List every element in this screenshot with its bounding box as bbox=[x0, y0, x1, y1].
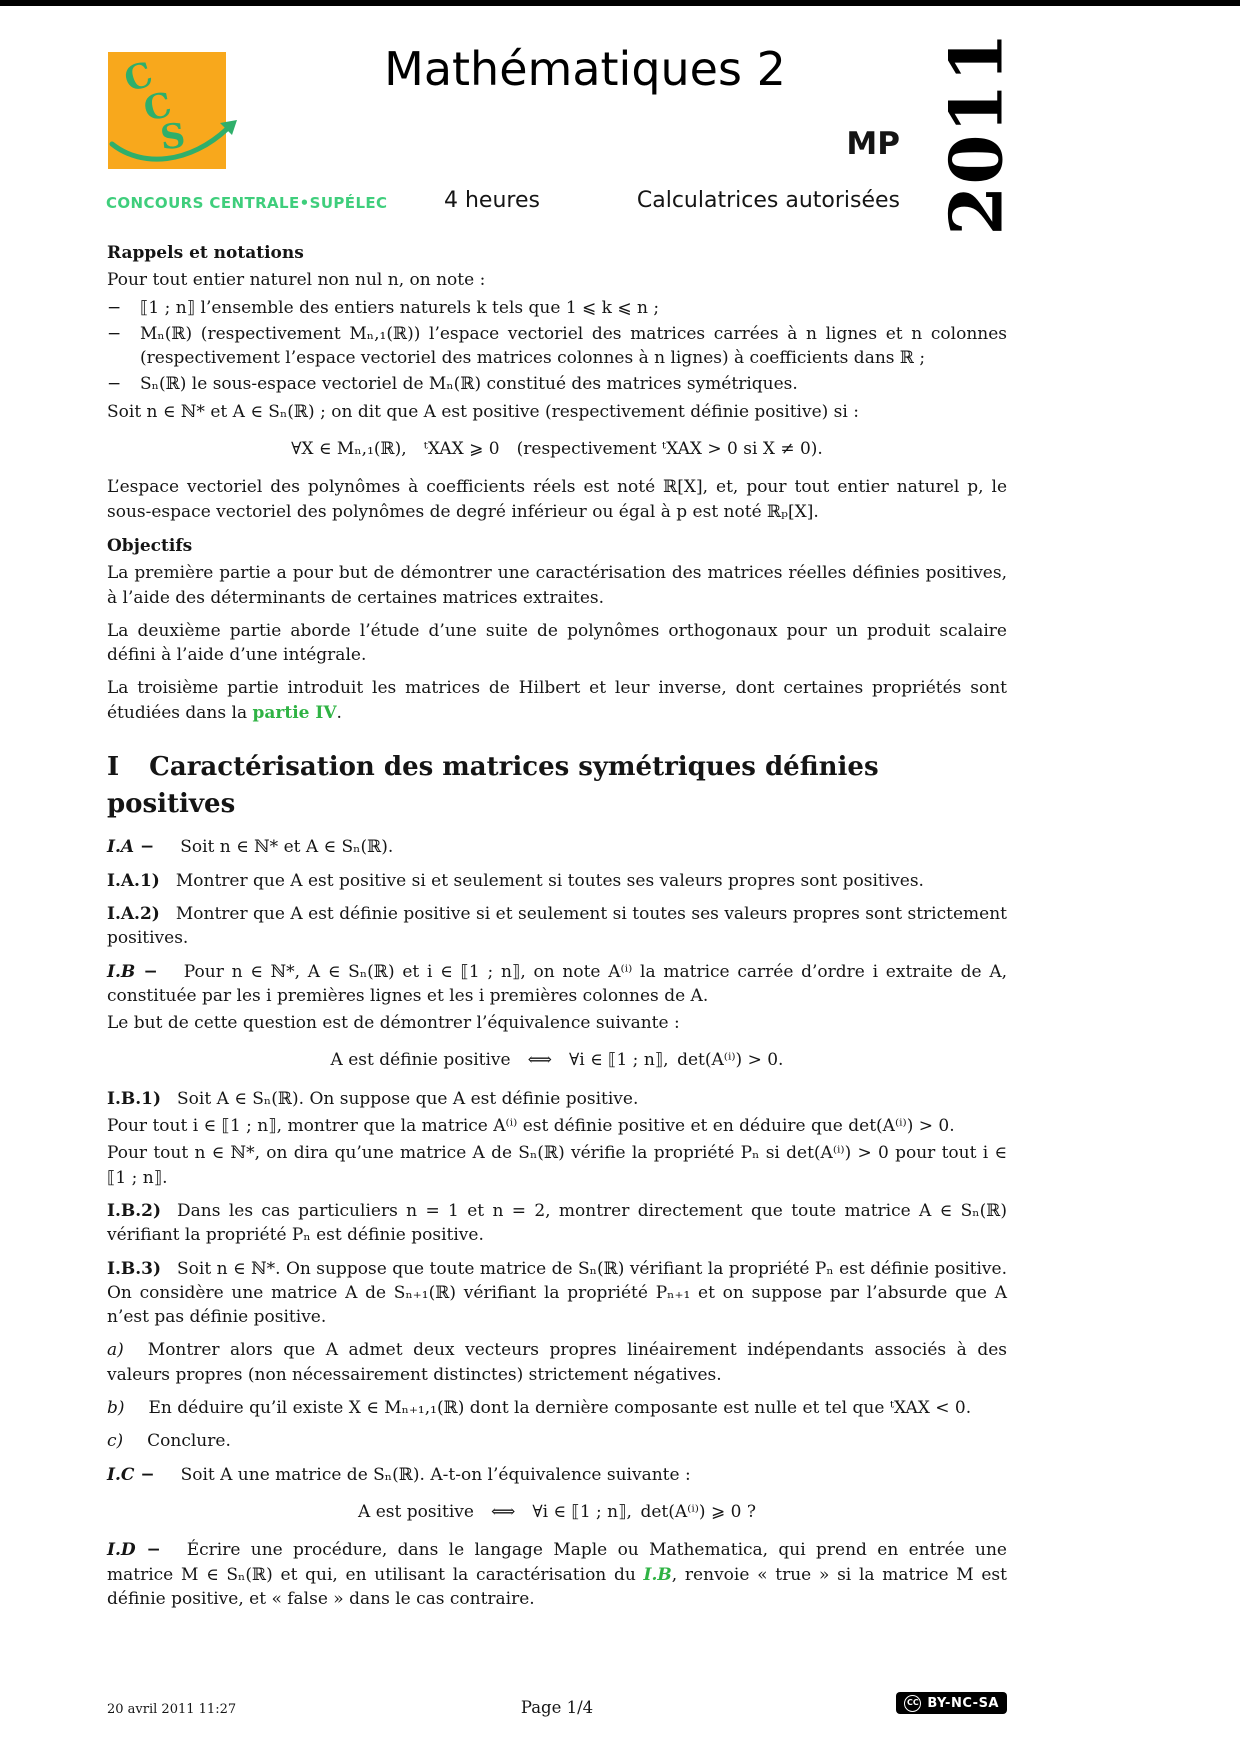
question-text: Soit A ∈ Sₙ(ℝ). On suppose que A est définie positive. bbox=[177, 1088, 639, 1109]
question-label: I.A.1) bbox=[107, 870, 160, 891]
question-label: I.B.2) bbox=[107, 1200, 162, 1221]
question-text: Montrer que A est définie positive si et seulement si toutes ses valeurs propres sont strictement positives. bbox=[107, 903, 1007, 949]
question-text: Dans les cas particuliers n = 1 et n = 2, montrer directement que toute matrice A ∈ Sₙ(ℝ) vérifiant la propriété Pₙ est définie positive. bbox=[107, 1200, 1007, 1246]
part1-title: Caractérisation des matrices symétriques définies positives bbox=[107, 752, 879, 820]
question-label: I.B.1) bbox=[107, 1088, 162, 1109]
dash-marker: − bbox=[107, 374, 122, 395]
question-text: Conclure. bbox=[147, 1431, 231, 1452]
ccs-logo-graphic bbox=[108, 52, 244, 178]
question-IA2 bbox=[107, 902, 1007, 951]
part1-heading bbox=[107, 749, 1007, 823]
rappels-intro: Pour tout entier naturel non nul n, on note : bbox=[107, 270, 486, 291]
logo-letter-s: S bbox=[158, 115, 188, 159]
question-label: I.A.2) bbox=[107, 903, 160, 924]
question-IC bbox=[107, 1463, 1007, 1487]
partie-iv-link[interactable]: partie IV bbox=[252, 702, 337, 723]
duration-label: 4 heures bbox=[444, 188, 540, 213]
question-IB3b bbox=[107, 1396, 1007, 1420]
calculators-label: Calculatrices autorisées bbox=[636, 188, 900, 213]
question-IB3c bbox=[107, 1429, 1007, 1453]
equivalence-intro: Le but de cette question est de démontrer l’équivalence suivante : bbox=[107, 1013, 680, 1034]
notation-item bbox=[107, 296, 1007, 320]
question-text: Écrire une procédure, dans le langage Maple ou Mathematica, qui prend en entrée une matrice M ∈ Sₙ(ℝ) et qui, en utilisant la caractérisation du bbox=[107, 1540, 1007, 1585]
question-text: Montrer alors que A admet deux vecteurs propres linéairement indépendants associés à des valeurs propres (non nécessairement distinctes) strictement négatives. bbox=[107, 1340, 1007, 1385]
question-label: I.B.3) bbox=[107, 1258, 162, 1279]
question-label: a) bbox=[107, 1340, 124, 1361]
exam-title: Mathématiques 2 bbox=[384, 42, 786, 96]
question-IB3 bbox=[107, 1257, 1007, 1330]
notation-item bbox=[107, 322, 1007, 371]
question-IA bbox=[107, 835, 1007, 859]
logo-caption: CONCOURS CENTRALE•SUPÉLEC bbox=[106, 194, 388, 212]
footer-datetime: 20 avril 2011 11:27 bbox=[107, 1702, 237, 1717]
notation-text: Mₙ(ℝ) (respectivement Mₙ,₁(ℝ)) l’espace vectoriel des matrices carrées à n lignes et n colonnes (respectivement l’espace vectoriel des matrices colonnes à n lignes) à coefficients dans ℝ ; bbox=[140, 323, 1007, 369]
question-label: I.C − bbox=[107, 1464, 155, 1485]
question-text: Soit n ∈ ℕ*. On suppose que toute matrice de Sₙ(ℝ) vérifiant la propriété Pₙ est définie positive. On considère une matrice A de Sₙ₊₁(ℝ) vérifiant la propriété Pₙ₊₁ et on suppose par l’absurde que A n’est pas définie positive. bbox=[107, 1258, 1007, 1328]
page-top-border bbox=[0, 0, 1240, 6]
question-label: I.D − bbox=[107, 1540, 161, 1561]
objectifs-heading: Objectifs bbox=[107, 535, 193, 556]
year-label bbox=[933, 30, 1019, 236]
track-label: MP bbox=[846, 126, 900, 162]
notation-text: ⟦1 ; n⟧ l’ensemble des entiers naturels k tels que 1 ⩽ k ⩽ n ; bbox=[140, 297, 660, 318]
objectifs-p2: La deuxième partie aborde l’étude d’une suite de polynômes orthogonaux pour un produit scalaire défini à l’aide d’une intégrale. bbox=[107, 620, 1007, 666]
question-text: , renvoie « true » si la matrice M est définie positive, et « false » dans le cas contraire. bbox=[107, 1564, 1007, 1609]
property-Pn-definition: Pour tout n ∈ ℕ*, on dira qu’une matrice A de Sₙ(ℝ) vérifie la propriété Pₙ si det(A⁽ⁱ⁾) > 0 pour tout i ∈ ⟦1 ; n⟧. bbox=[107, 1143, 1007, 1188]
question-text: Soit A une matrice de Sₙ(ℝ). A-t-on l’équivalence suivante : bbox=[180, 1464, 691, 1485]
question-IB2 bbox=[107, 1199, 1007, 1248]
objectifs-p3-text: La troisième partie introduit les matrices de Hilbert et leur inverse, dont certaines propriétés sont étudiées dans la bbox=[107, 678, 1007, 723]
year-text: 2011 bbox=[933, 30, 1019, 236]
cc-license-label: BY-NC-SA bbox=[927, 1695, 999, 1711]
question-text: Soit n ∈ ℕ* et A ∈ Sₙ(ℝ). bbox=[180, 837, 394, 858]
notation-item bbox=[107, 372, 1007, 396]
question-IB1 bbox=[107, 1087, 1007, 1111]
objectifs-p3-period: . bbox=[336, 702, 342, 723]
dash-marker: − bbox=[107, 323, 122, 344]
rappels-heading: Rappels et notations bbox=[107, 243, 304, 263]
ib-reference-link[interactable]: I.B bbox=[643, 1564, 672, 1585]
positivity-definition: Soit n ∈ ℕ* et A ∈ Sₙ(ℝ) ; on dit que A est positive (respectivement définie positive) si : bbox=[107, 401, 859, 422]
question-label: I.A − bbox=[107, 837, 155, 858]
question-text: Pour n ∈ ℕ*, A ∈ Sₙ(ℝ) et i ∈ ⟦1 ; n⟧, on note A⁽ⁱ⁾ la matrice carrée d’ordre i extraite de A, constituée par les i premières lignes et les i premières colonnes de A. bbox=[107, 961, 1008, 1006]
question-text: Montrer que A est positive si et seulement si toutes ses valeurs propres sont positives. bbox=[175, 870, 924, 891]
display-definite-positive-equivalence: A est définie positive ⟺ ∀i ∈ ⟦1 ; n⟧, det(A⁽ⁱ⁾) > 0. bbox=[330, 1050, 784, 1071]
display-positive-equivalence: A est positive ⟺ ∀i ∈ ⟦1 ; n⟧, det(A⁽ⁱ⁾) ⩾ 0 ? bbox=[358, 1501, 756, 1522]
objectifs-p1: La première partie a pour but de démontrer une caractérisation des matrices réelles définies positives, à l’aide des déterminants de certaines matrices extraites. bbox=[107, 563, 1007, 608]
document-body bbox=[107, 241, 1007, 1614]
logo-letter-c2: C bbox=[140, 84, 176, 130]
display-positivity-condition: ∀X ∈ Mₙ,₁(ℝ), ᵗXAX ⩾ 0 (respectivement ᵗXAX > 0 si X ≠ 0). bbox=[291, 439, 823, 460]
polynomials-note: L’espace vectoriel des polynômes à coefficients réels est noté ℝ[X], et, pour tout entier naturel p, le sous-espace vectoriel des polynômes de degré inférieur ou égal à p est noté ℝₚ[X]. bbox=[107, 477, 1007, 522]
question-IB bbox=[107, 960, 1007, 1009]
notation-text: Sₙ(ℝ) le sous-espace vectoriel de Mₙ(ℝ) constitué des matrices symétriques. bbox=[140, 374, 798, 395]
question-IB3a bbox=[107, 1338, 1007, 1387]
question-IA1 bbox=[107, 869, 1007, 893]
question-ID bbox=[107, 1538, 1007, 1611]
question-label: I.B − bbox=[107, 961, 158, 982]
footer-page-number: Page 1/4 bbox=[520, 1698, 594, 1717]
cc-logo-icon: CC bbox=[904, 1695, 921, 1712]
question-label: b) bbox=[107, 1398, 125, 1419]
logo-letter-c1: C bbox=[119, 54, 158, 101]
dash-marker: − bbox=[107, 297, 122, 318]
cc-license-badge bbox=[896, 1692, 1007, 1714]
part1-number: I bbox=[107, 752, 120, 783]
objectifs-p3 bbox=[107, 676, 1007, 725]
question-label: c) bbox=[107, 1431, 124, 1452]
question-text: En déduire qu’il existe X ∈ Mₙ₊₁,₁(ℝ) dont la dernière composante est nulle et tel que ᵗXAX < 0. bbox=[148, 1398, 972, 1419]
ccs-logo bbox=[108, 52, 244, 182]
question-IB1-part2: Pour tout i ∈ ⟦1 ; n⟧, montrer que la matrice A⁽ⁱ⁾ est définie positive et en déduire que det(A⁽ⁱ⁾) > 0. bbox=[107, 1116, 955, 1137]
